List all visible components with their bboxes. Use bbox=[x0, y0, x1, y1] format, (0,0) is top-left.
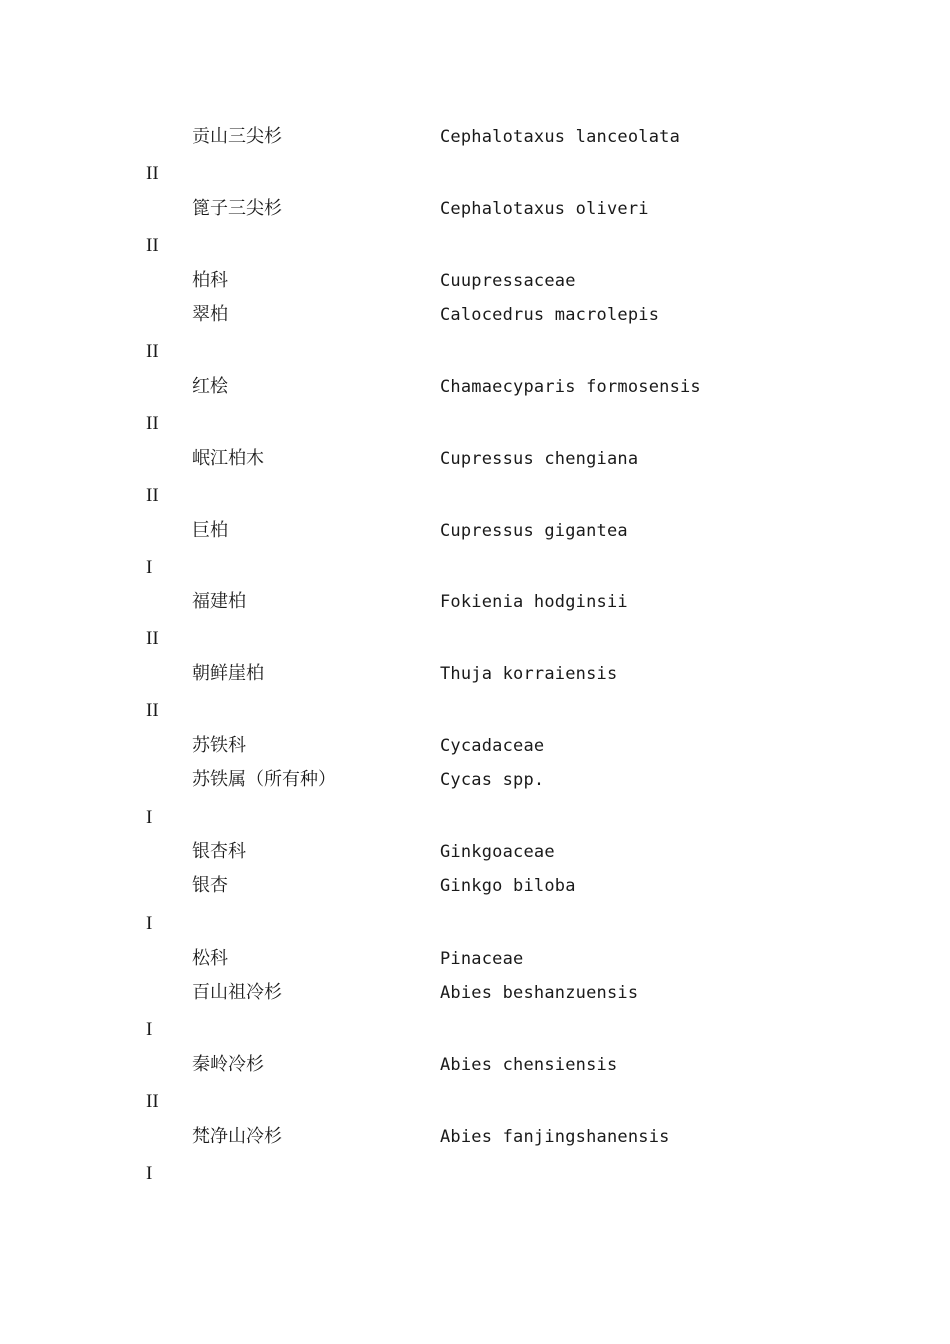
latin-name: Cupressus gigantea bbox=[440, 521, 628, 541]
protection-grade: I bbox=[146, 557, 153, 578]
chinese-name: 篦子三尖杉 bbox=[192, 198, 282, 219]
family-chinese-name: 柏科 bbox=[192, 270, 228, 291]
family-chinese-name: 苏铁科 bbox=[192, 735, 246, 756]
latin-name: Ginkgo biloba bbox=[440, 876, 576, 896]
protection-grade: II bbox=[146, 1091, 159, 1112]
latin-name: Cupressus chengiana bbox=[440, 449, 639, 469]
chinese-name: 红桧 bbox=[192, 376, 228, 397]
chinese-name: 百山祖冷杉 bbox=[192, 982, 282, 1003]
chinese-name: 梵净山冷杉 bbox=[192, 1126, 282, 1147]
family-latin-name: Pinaceae bbox=[440, 949, 524, 969]
chinese-name: 苏铁属（所有种） bbox=[192, 769, 336, 790]
protection-grade: II bbox=[146, 413, 159, 434]
protection-grade: I bbox=[146, 1163, 153, 1184]
latin-name: Thuja korraiensis bbox=[440, 664, 618, 684]
protection-grade: II bbox=[146, 700, 159, 721]
latin-name: Cephalotaxus oliveri bbox=[440, 199, 649, 219]
chinese-name: 岷江柏木 bbox=[192, 448, 264, 469]
family-chinese-name: 银杏科 bbox=[192, 841, 246, 862]
latin-name: Abies chensiensis bbox=[440, 1055, 618, 1075]
family-latin-name: Cuupressaceae bbox=[440, 271, 576, 291]
latin-name: Abies beshanzuensis bbox=[440, 983, 639, 1003]
protection-grade: II bbox=[146, 163, 159, 184]
family-latin-name: Ginkgoaceae bbox=[440, 842, 555, 862]
latin-name: Calocedrus macrolepis bbox=[440, 305, 660, 325]
latin-name: Fokienia hodginsii bbox=[440, 592, 628, 612]
protection-grade: II bbox=[146, 628, 159, 649]
latin-name: Cycas spp. bbox=[440, 770, 545, 790]
family-latin-name: Cycadaceae bbox=[440, 736, 545, 756]
chinese-name: 贡山三尖杉 bbox=[192, 126, 282, 147]
chinese-name: 翠柏 bbox=[192, 304, 228, 325]
protection-grade: I bbox=[146, 807, 153, 828]
latin-name: Abies fanjingshanensis bbox=[440, 1127, 670, 1147]
chinese-name: 银杏 bbox=[192, 875, 228, 896]
chinese-name: 巨柏 bbox=[192, 520, 228, 541]
family-chinese-name: 松科 bbox=[192, 948, 228, 969]
chinese-name: 秦岭冷杉 bbox=[192, 1054, 264, 1075]
protection-grade: I bbox=[146, 913, 153, 934]
protection-grade: II bbox=[146, 485, 159, 506]
protection-grade: II bbox=[146, 341, 159, 362]
latin-name: Cephalotaxus lanceolata bbox=[440, 127, 681, 147]
latin-name: Chamaecyparis formosensis bbox=[440, 377, 701, 397]
protection-grade: II bbox=[146, 235, 159, 256]
chinese-name: 福建柏 bbox=[192, 591, 246, 612]
chinese-name: 朝鲜崖柏 bbox=[192, 663, 264, 684]
protection-grade: I bbox=[146, 1019, 153, 1040]
